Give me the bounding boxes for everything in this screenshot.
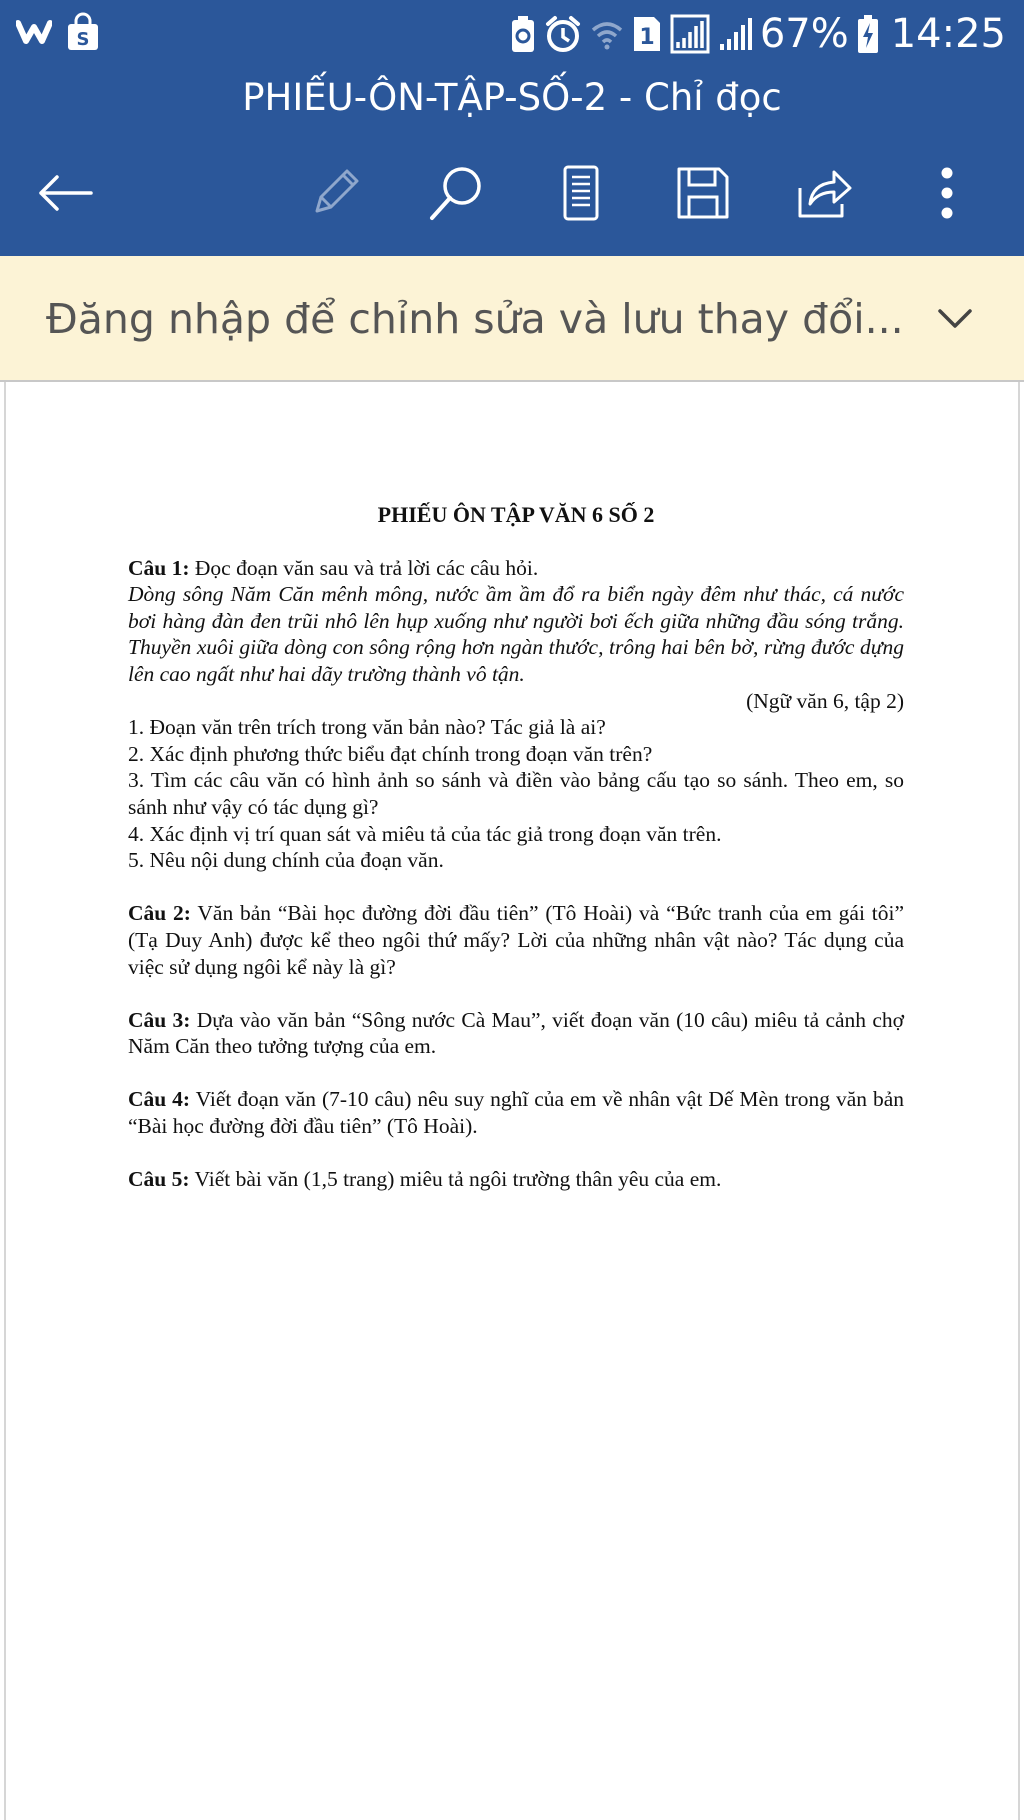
question-1-item-3: 3. Tìm các câu văn có hình ảnh so sánh và điền vào bảng cấu tạo so sánh. Theo em, so sánh như vậy có tác dụng gì? — [128, 768, 904, 819]
sign-in-banner-text: Đăng nhập để chỉnh sửa và lưu thay đổi... — [46, 295, 904, 343]
question-1-item-2: 2. Xác định phương thức biểu đạt chính trong đoạn văn trên? — [128, 741, 653, 766]
edit-button[interactable] — [300, 160, 370, 230]
alarm-icon — [544, 14, 582, 54]
question-5 — [128, 1166, 904, 1193]
spacer — [128, 1140, 904, 1167]
sim-slot-icon — [632, 15, 662, 53]
question-1-label: Câu 1: — [128, 555, 190, 580]
spacer — [128, 1060, 904, 1087]
mobile-view-icon — [561, 165, 601, 226]
reading-view-button[interactable] — [546, 160, 616, 230]
question-3 — [128, 1007, 904, 1060]
question-1-item-5: 5. Nêu nội dung chính của đoạn văn. — [128, 848, 444, 873]
question-2-text: Văn bản “Bài học đường đời đầu tiên” (Tô Hoài) và “Bức tranh của em gái tôi” (Tạ Duy Anh) được kể theo ngôi thứ mấy? Lời của những nhân vật nào? Tác dụng của việc sử dụng ngôi kể này là gì? — [128, 901, 904, 979]
more-vertical-icon — [939, 166, 955, 225]
search-icon — [428, 164, 486, 227]
back-arrow-icon — [37, 173, 93, 218]
svg-text:S: S — [76, 29, 90, 50]
battery-percentage: 67% — [759, 11, 849, 57]
document-heading: PHIẾU ÔN TẬP VĂN 6 SỐ 2 — [377, 502, 655, 527]
question-5-text: Viết bài văn (1,5 trang) miêu tả ngôi trường thân yêu của em. — [189, 1167, 722, 1192]
more-options-button[interactable] — [912, 160, 982, 230]
signal-strength-2-icon — [718, 14, 752, 54]
app-header — [0, 0, 1024, 256]
question-1 — [128, 555, 904, 582]
banner-expand-button[interactable] — [930, 296, 980, 346]
shopping-bag-icon — [66, 12, 100, 52]
chevron-down-icon — [937, 308, 973, 335]
save-button[interactable] — [668, 160, 738, 230]
status-bar — [0, 0, 1024, 68]
question-3-label: Câu 3: — [128, 1007, 191, 1032]
question-5-label: Câu 5: — [128, 1167, 190, 1192]
wifi-icon — [590, 16, 624, 52]
question-2-label: Câu 2: — [128, 901, 191, 926]
status-left-icons — [16, 12, 100, 52]
question-1-prompt: Đọc đoạn văn sau và trả lời các câu hỏi. — [189, 555, 539, 580]
question-4-text: Viết đoạn văn (7-10 câu) nêu suy nghĩ của em về nhân vật Dế Mèn trong văn bản “Bài học đường đời đầu tiên” (Tô Hoài). — [128, 1087, 904, 1139]
save-icon — [675, 165, 731, 226]
svg-text:1: 1 — [639, 25, 655, 50]
pencil-icon — [307, 165, 363, 226]
spacer — [128, 980, 904, 1007]
question-3-text: Dựa vào văn bản “Sông nước Cà Mau”, viết đoạn văn (10 câu) miêu tả cảnh chợ Năm Căn theo tưởng tượng của em. — [128, 1007, 904, 1059]
share-button[interactable] — [790, 160, 860, 230]
document-page[interactable] — [4, 382, 1020, 1820]
passage-source: (Ngữ văn 6, tập 2) — [746, 688, 904, 713]
battery-charging-icon — [857, 14, 879, 54]
question-1-passage: Dòng sông Năm Căn mênh mông, nước ầm ầm đổ ra biển ngày đêm như thác, cá nước bơi hàng đàn đen trũi nhô lên hụp xuống như người bơi ếch giữa những đầu sóng trắng. Thuyền xuôi giữa dòng con sông rộng hơn ngàn thước, trông hai bên bờ, rừng đước dựng lên cao ngất như hai dãy trường thành vô tận. — [128, 582, 904, 686]
status-right-icons — [510, 8, 1006, 60]
battery-saver-icon — [510, 14, 536, 54]
share-icon — [796, 166, 854, 225]
document-title: PHIẾU-ÔN-TẬP-SỐ-2 - Chỉ đọc — [242, 76, 782, 119]
question-1-item-4: 4. Xác định vị trí quan sát và miêu tả của tác giả trong đoạn văn trên. — [128, 821, 722, 846]
search-button[interactable] — [422, 160, 492, 230]
question-2 — [128, 900, 904, 980]
app-w-icon — [16, 17, 52, 47]
back-button[interactable] — [30, 160, 100, 230]
spacer — [128, 874, 904, 901]
toolbar — [0, 150, 1024, 230]
question-1-item-1: 1. Đoạn văn trên trích trong văn bản nào? Tác giả là ai? — [128, 715, 606, 740]
question-4 — [128, 1086, 904, 1139]
document-body — [128, 502, 904, 1193]
signal-strength-icon — [670, 14, 710, 54]
clock: 14:25 — [890, 11, 1006, 57]
sign-in-banner[interactable] — [0, 256, 1024, 382]
question-4-label: Câu 4: — [128, 1087, 191, 1112]
